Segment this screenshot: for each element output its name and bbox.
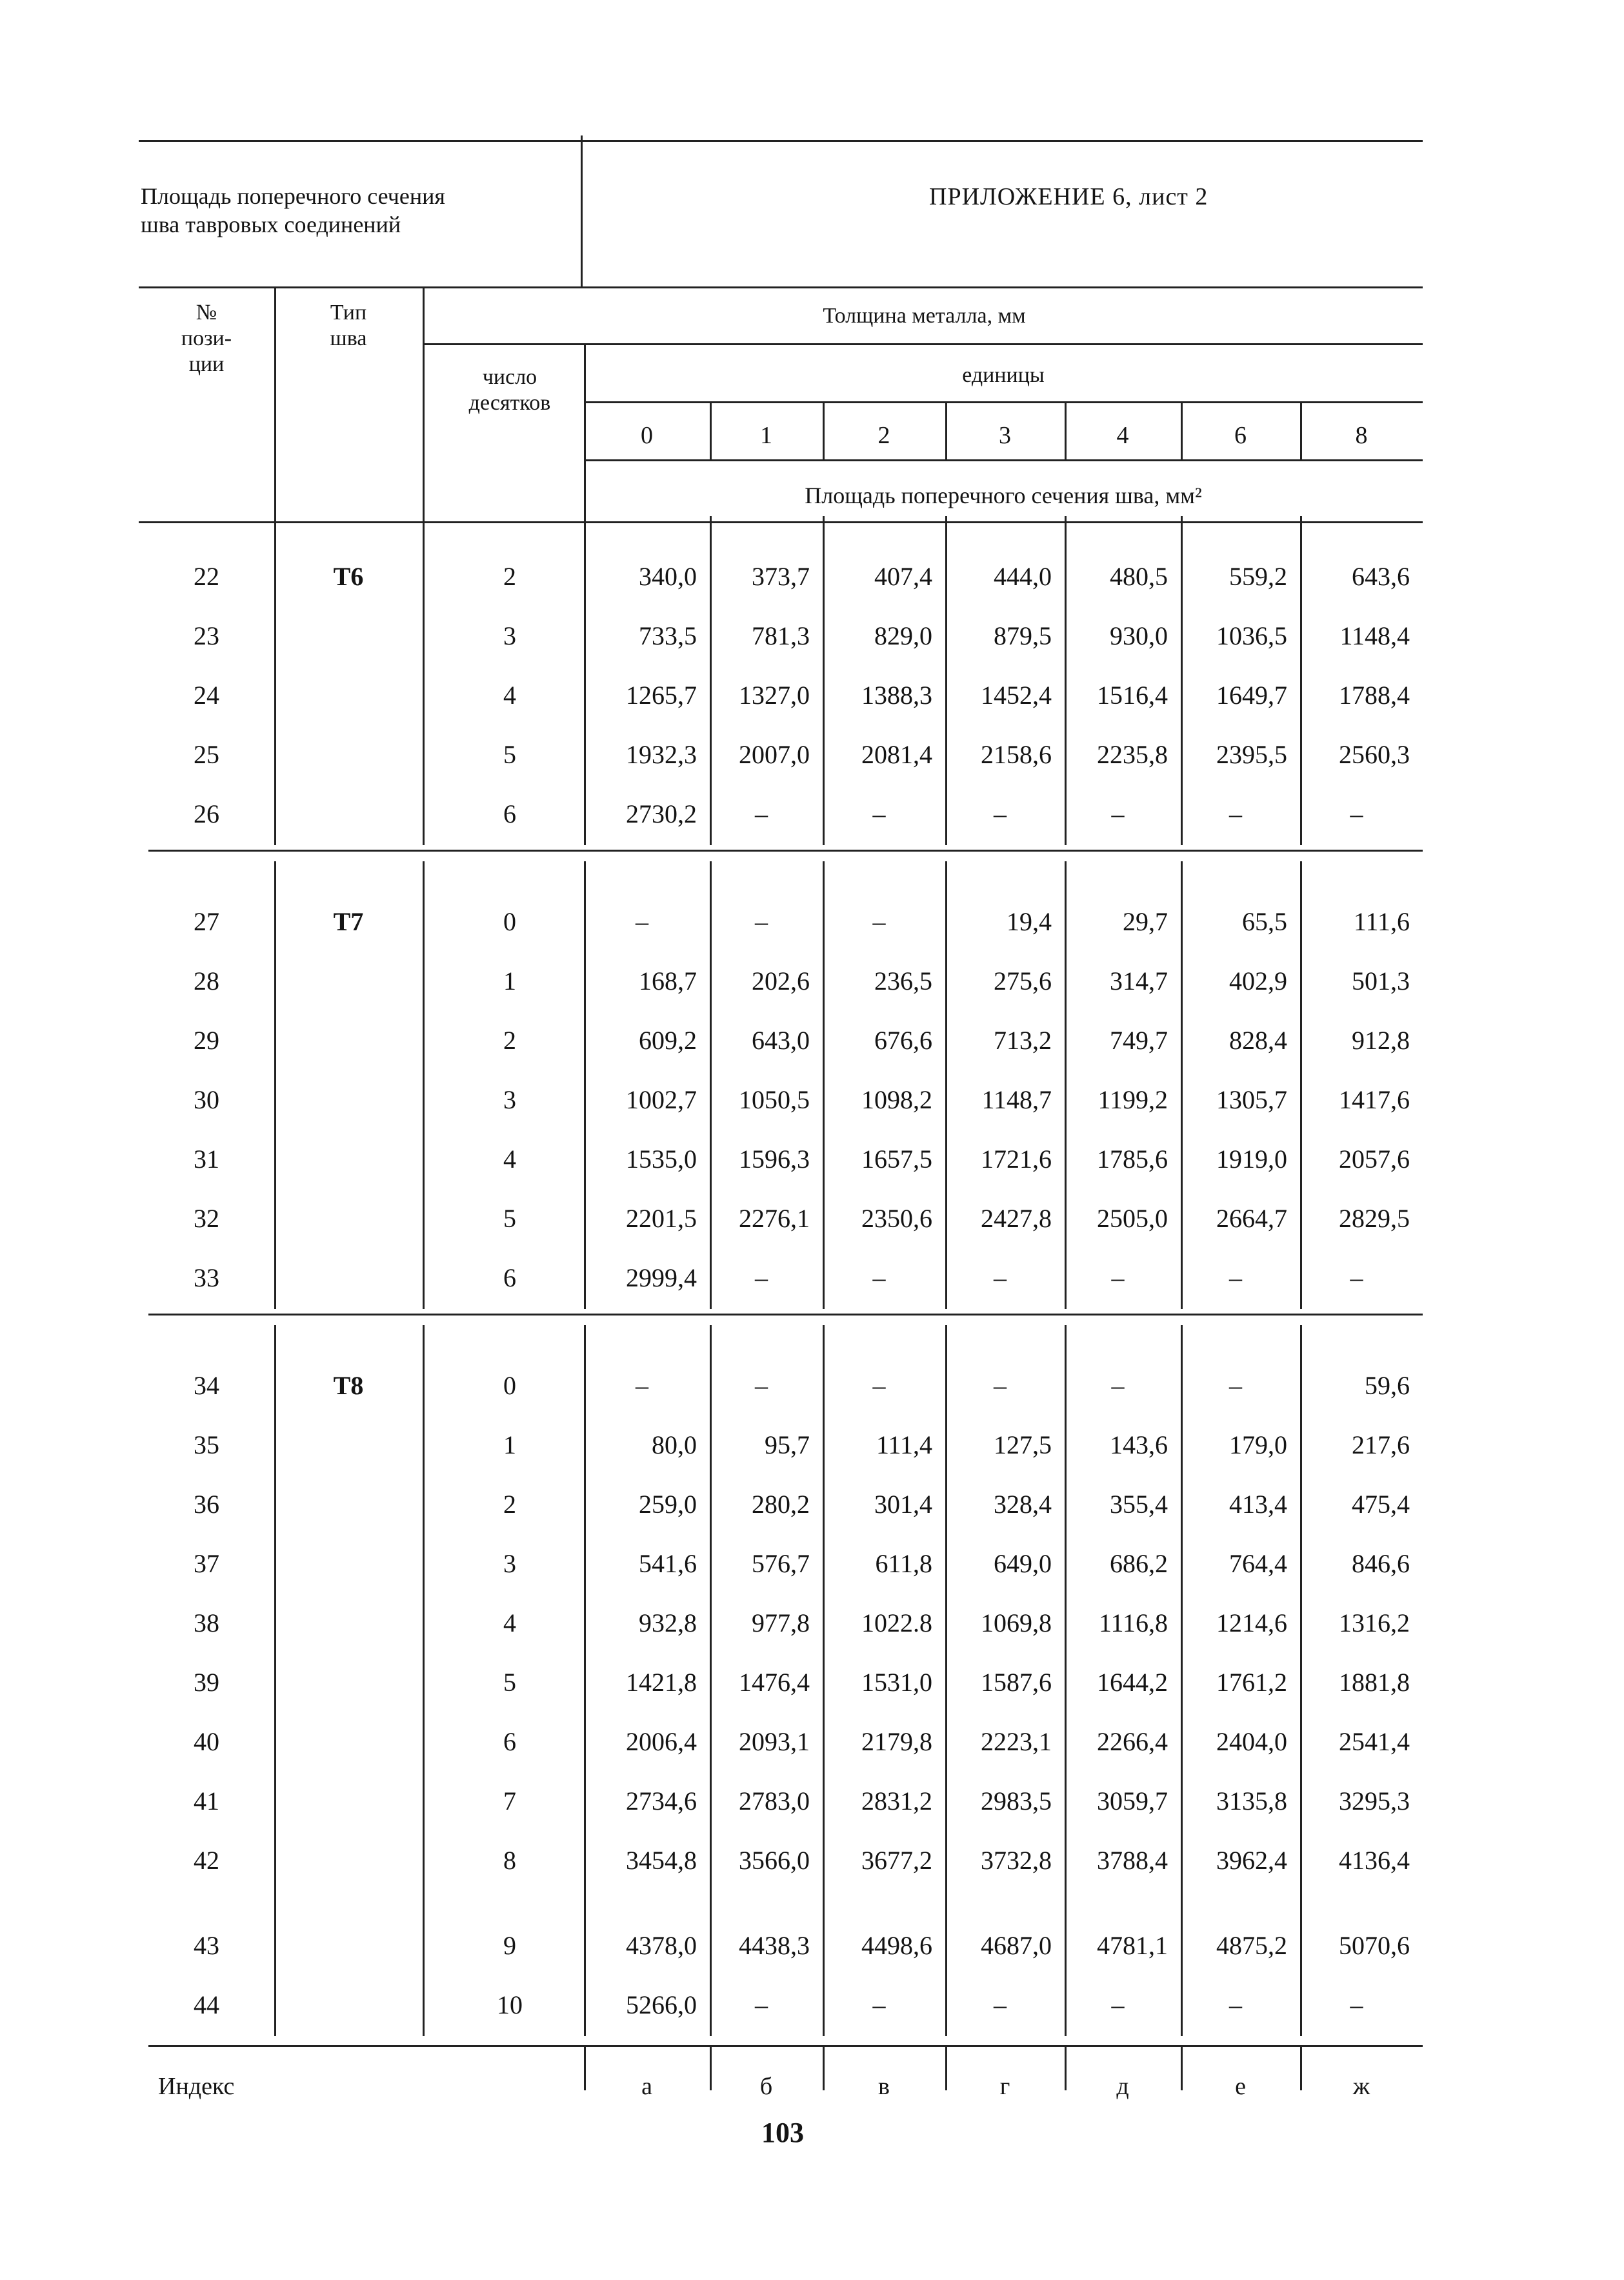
area-cell: 3135,8 bbox=[1216, 1786, 1287, 1815]
area-cell: 1050,5 bbox=[739, 1085, 810, 1114]
divider-unit-col bbox=[584, 1325, 586, 2036]
area-cell: – bbox=[636, 1371, 648, 1400]
area-cell: 111,6 bbox=[1353, 907, 1410, 936]
area-cell: 749,7 bbox=[1110, 1026, 1168, 1055]
area-cell: 1531,0 bbox=[861, 1668, 932, 1697]
area-cell: 609,2 bbox=[639, 1026, 697, 1055]
area-cell: 1785,6 bbox=[1097, 1145, 1168, 1174]
area-cell: 1098,2 bbox=[861, 1085, 932, 1114]
area-cell: 1721,6 bbox=[981, 1145, 1052, 1174]
area-cell: 559,2 bbox=[1229, 562, 1287, 591]
index-label: Индекс bbox=[158, 2073, 235, 2100]
rule-unit-cols bbox=[584, 459, 1423, 461]
area-cell: 475,4 bbox=[1352, 1490, 1410, 1519]
area-cell: 2831,2 bbox=[861, 1786, 932, 1815]
area-cell: 4498,6 bbox=[861, 1931, 932, 1960]
position-number: 43 bbox=[194, 1931, 219, 1960]
index-letter: а bbox=[641, 2073, 652, 2100]
position-number: 41 bbox=[194, 1786, 219, 1815]
area-cell: – bbox=[872, 1371, 886, 1400]
area-cell: 1881,8 bbox=[1339, 1668, 1410, 1697]
divider-index bbox=[710, 2045, 712, 2090]
header-type-line: шва bbox=[330, 326, 367, 350]
area-cell: 1417,6 bbox=[1339, 1085, 1410, 1114]
divider-index bbox=[823, 2045, 825, 2090]
area-cell: 2505,0 bbox=[1097, 1204, 1168, 1233]
area-cell: 111,4 bbox=[876, 1430, 932, 1459]
area-cell: 1305,7 bbox=[1216, 1085, 1287, 1114]
position-number: 39 bbox=[194, 1668, 219, 1697]
divider-unit-col bbox=[823, 861, 825, 1309]
tens-value: 1 bbox=[503, 966, 516, 995]
divider-type bbox=[423, 1325, 425, 2036]
divider-type bbox=[423, 861, 425, 1309]
position-number: 23 bbox=[194, 621, 219, 650]
area-cell: 4875,2 bbox=[1216, 1931, 1287, 1960]
header-position-line: пози- bbox=[181, 326, 232, 350]
area-cell: 649,0 bbox=[994, 1549, 1052, 1578]
divider-position bbox=[274, 1325, 276, 2036]
area-cell: 733,5 bbox=[639, 621, 697, 650]
area-cell: 611,8 bbox=[875, 1549, 932, 1578]
header-tens-line: десятков bbox=[468, 391, 551, 415]
header-unit-0: 0 bbox=[641, 422, 653, 449]
index-letter: г bbox=[999, 2073, 1010, 2100]
area-cell: 1199,2 bbox=[1098, 1085, 1168, 1114]
position-number: 26 bbox=[194, 799, 219, 828]
position-number: 30 bbox=[194, 1085, 219, 1114]
area-cell: 127,5 bbox=[994, 1430, 1052, 1459]
index-letter: е bbox=[1235, 2073, 1246, 2100]
divider-type bbox=[423, 516, 425, 845]
rule-header-bottom bbox=[139, 521, 1423, 523]
area-cell: 1148,4 bbox=[1339, 621, 1410, 650]
header-tens bbox=[445, 365, 574, 416]
area-cell: 2007,0 bbox=[739, 740, 810, 769]
area-cell: 1644,2 bbox=[1097, 1668, 1168, 1697]
area-cell: 2179,8 bbox=[861, 1727, 932, 1756]
rule-thickness bbox=[423, 343, 1423, 345]
area-cell: 480,5 bbox=[1110, 562, 1168, 591]
area-cell: 280,2 bbox=[752, 1490, 810, 1519]
area-cell: 2730,2 bbox=[626, 799, 697, 828]
area-cell: 1036,5 bbox=[1216, 621, 1287, 650]
header-area: Площадь поперечного сечения шва, мм² bbox=[805, 483, 1202, 508]
header-type bbox=[290, 300, 406, 352]
area-cell: 202,6 bbox=[752, 966, 810, 995]
area-cell: 4136,4 bbox=[1339, 1846, 1410, 1875]
position-number: 40 bbox=[194, 1727, 219, 1756]
divider-tens bbox=[584, 343, 586, 521]
position-number: 25 bbox=[194, 740, 219, 769]
divider-unit-col bbox=[945, 401, 947, 459]
tens-value: 0 bbox=[503, 907, 516, 936]
area-cell: 2158,6 bbox=[981, 740, 1052, 769]
area-cell: 2541,4 bbox=[1339, 1727, 1410, 1756]
area-cell: 676,6 bbox=[874, 1026, 932, 1055]
area-cell: 1327,0 bbox=[739, 681, 810, 710]
rule-footer bbox=[148, 2045, 1423, 2047]
area-cell: – bbox=[872, 907, 886, 936]
divider-unit-col bbox=[584, 516, 586, 845]
tens-value: 3 bbox=[503, 1085, 516, 1114]
tens-value: 10 bbox=[497, 1990, 523, 2019]
area-cell: – bbox=[1350, 799, 1363, 828]
area-cell: 4687,0 bbox=[981, 1931, 1052, 1960]
area-cell: 1919,0 bbox=[1216, 1145, 1287, 1174]
tens-value: 2 bbox=[503, 1490, 516, 1519]
divider-index bbox=[1300, 2045, 1302, 2090]
tens-value: 4 bbox=[503, 1145, 516, 1174]
position-number: 37 bbox=[194, 1549, 219, 1578]
area-cell: 879,5 bbox=[994, 621, 1052, 650]
area-cell: 444,0 bbox=[994, 562, 1052, 591]
divider-index bbox=[1181, 2045, 1183, 2090]
divider-unit-col bbox=[1065, 1325, 1067, 2036]
area-cell: 1761,2 bbox=[1216, 1668, 1287, 1697]
area-cell: – bbox=[755, 1371, 768, 1400]
area-cell: 301,4 bbox=[874, 1490, 932, 1519]
appendix-label: ПРИЛОЖЕНИЕ 6, лист 2 bbox=[929, 183, 1208, 210]
position-number: 29 bbox=[194, 1026, 219, 1055]
header-position bbox=[142, 300, 271, 377]
area-cell: 2829,5 bbox=[1339, 1204, 1410, 1233]
weld-type: Т7 bbox=[333, 907, 364, 936]
area-cell: 1535,0 bbox=[626, 1145, 697, 1174]
header-unit-2: 2 bbox=[877, 422, 890, 449]
header-bottom-rule bbox=[139, 286, 1423, 288]
area-cell: 2276,1 bbox=[739, 1204, 810, 1233]
area-cell: 1316,2 bbox=[1339, 1608, 1410, 1637]
divider-position bbox=[274, 286, 276, 521]
divider-type bbox=[423, 286, 425, 521]
tens-value: 7 bbox=[503, 1786, 516, 1815]
area-cell: 340,0 bbox=[639, 562, 697, 591]
divider-unit-col bbox=[1300, 516, 1302, 845]
divider-unit-col bbox=[1300, 861, 1302, 1309]
divider-unit-col bbox=[1065, 516, 1067, 845]
header-divider bbox=[581, 135, 583, 287]
title-line-1: Площадь поперечного сечения bbox=[141, 183, 445, 209]
area-cell: 3732,8 bbox=[981, 1846, 1052, 1875]
area-cell: 2057,6 bbox=[1339, 1145, 1410, 1174]
area-cell: 643,0 bbox=[752, 1026, 810, 1055]
divider-unit-col bbox=[1065, 401, 1067, 459]
position-number: 27 bbox=[194, 907, 219, 936]
area-cell: – bbox=[636, 907, 648, 936]
divider-unit-col bbox=[945, 516, 947, 845]
area-cell: 168,7 bbox=[639, 966, 697, 995]
area-cell: – bbox=[1229, 1371, 1242, 1400]
area-cell: – bbox=[755, 799, 768, 828]
tens-value: 6 bbox=[503, 799, 516, 828]
area-cell: 2560,3 bbox=[1339, 740, 1410, 769]
area-cell: 3788,4 bbox=[1097, 1846, 1168, 1875]
divider-unit-col bbox=[945, 861, 947, 1309]
area-cell: – bbox=[994, 1371, 1007, 1400]
area-cell: – bbox=[1111, 1371, 1125, 1400]
area-cell: 1388,3 bbox=[861, 681, 932, 710]
position-number: 24 bbox=[194, 681, 219, 710]
area-cell: 259,0 bbox=[639, 1490, 697, 1519]
area-cell: 402,9 bbox=[1229, 966, 1287, 995]
index-letter: б bbox=[759, 2073, 773, 2100]
area-cell: 314,7 bbox=[1110, 966, 1168, 995]
position-number: 28 bbox=[194, 966, 219, 995]
tens-value: 6 bbox=[503, 1263, 516, 1292]
area-cell: 217,6 bbox=[1352, 1430, 1410, 1459]
tens-value: 5 bbox=[503, 740, 516, 769]
area-cell: 2983,5 bbox=[981, 1786, 1052, 1815]
area-cell: – bbox=[1350, 1990, 1363, 2019]
area-cell: 2734,6 bbox=[626, 1786, 697, 1815]
area-cell: 846,6 bbox=[1352, 1549, 1410, 1578]
area-cell: 1116,8 bbox=[1098, 1608, 1168, 1637]
tens-value: 8 bbox=[503, 1846, 516, 1875]
divider-unit-col bbox=[710, 861, 712, 1309]
area-cell: 4378,0 bbox=[626, 1931, 697, 1960]
area-cell: 930,0 bbox=[1110, 621, 1168, 650]
area-cell: – bbox=[994, 799, 1007, 828]
position-number: 38 bbox=[194, 1608, 219, 1637]
area-cell: – bbox=[1350, 1263, 1363, 1292]
area-cell: 407,4 bbox=[874, 562, 932, 591]
header-unit-4: 4 bbox=[1116, 422, 1129, 449]
tens-value: 3 bbox=[503, 621, 516, 650]
area-cell: 2404,0 bbox=[1216, 1727, 1287, 1756]
area-cell: 3454,8 bbox=[626, 1846, 697, 1875]
tens-value: 5 bbox=[503, 1204, 516, 1233]
divider-unit-col bbox=[1065, 861, 1067, 1309]
area-cell: 1932,3 bbox=[626, 740, 697, 769]
area-cell: 143,6 bbox=[1110, 1430, 1168, 1459]
area-cell: 541,6 bbox=[639, 1549, 697, 1578]
tens-value: 2 bbox=[503, 1026, 516, 1055]
area-cell: – bbox=[872, 799, 886, 828]
area-cell: 2006,4 bbox=[626, 1727, 697, 1756]
document-title bbox=[141, 182, 566, 239]
area-cell: 80,0 bbox=[652, 1430, 697, 1459]
area-cell: 1022.8 bbox=[861, 1608, 932, 1637]
tens-value: 1 bbox=[503, 1430, 516, 1459]
divider-index bbox=[584, 2045, 586, 2090]
area-cell: 59,6 bbox=[1365, 1371, 1410, 1400]
header-unit-8: 8 bbox=[1355, 422, 1368, 449]
area-cell: 19,4 bbox=[1007, 907, 1052, 936]
area-cell: 3566,0 bbox=[739, 1846, 810, 1875]
area-cell: 829,0 bbox=[874, 621, 932, 650]
title-line-2: шва тавровых соединений bbox=[141, 212, 401, 237]
area-cell: 413,4 bbox=[1229, 1490, 1287, 1519]
area-cell: 2427,8 bbox=[981, 1204, 1052, 1233]
position-number: 35 bbox=[194, 1430, 219, 1459]
area-cell: 1516,4 bbox=[1097, 681, 1168, 710]
area-cell: 2350,6 bbox=[861, 1204, 932, 1233]
position-number: 44 bbox=[194, 1990, 219, 2019]
group-separator bbox=[148, 1314, 1423, 1315]
area-cell: 2093,1 bbox=[739, 1727, 810, 1756]
weld-type: Т6 bbox=[333, 562, 364, 591]
area-cell: 2395,5 bbox=[1216, 740, 1287, 769]
header-unit-3: 3 bbox=[999, 422, 1011, 449]
index-letter: в bbox=[878, 2073, 890, 2100]
divider-unit-col bbox=[945, 1325, 947, 2036]
divider-unit-col bbox=[1300, 401, 1302, 459]
header-unit-6: 6 bbox=[1234, 422, 1247, 449]
area-cell: 1596,3 bbox=[739, 1145, 810, 1174]
area-cell: 1002,7 bbox=[626, 1085, 697, 1114]
area-cell: – bbox=[872, 1990, 886, 2019]
area-cell: 764,4 bbox=[1229, 1549, 1287, 1578]
header-thickness: Толщина металла, мм bbox=[823, 304, 1026, 328]
tens-value: 6 bbox=[503, 1727, 516, 1756]
area-cell: – bbox=[1229, 799, 1242, 828]
area-cell: 1069,8 bbox=[981, 1608, 1052, 1637]
area-cell: 328,4 bbox=[994, 1490, 1052, 1519]
weld-type: Т8 bbox=[333, 1371, 364, 1400]
area-cell: 977,8 bbox=[752, 1608, 810, 1637]
tens-value: 3 bbox=[503, 1549, 516, 1578]
divider-unit-col bbox=[823, 401, 825, 459]
area-cell: 1476,4 bbox=[739, 1668, 810, 1697]
area-cell: 3677,2 bbox=[861, 1846, 932, 1875]
divider-unit-col bbox=[823, 1325, 825, 2036]
area-cell: 1452,4 bbox=[981, 681, 1052, 710]
tens-value: 4 bbox=[503, 1608, 516, 1637]
area-cell: 29,7 bbox=[1123, 907, 1168, 936]
divider-unit-col bbox=[710, 401, 712, 459]
area-cell: 828,4 bbox=[1229, 1026, 1287, 1055]
area-cell: 5266,0 bbox=[626, 1990, 697, 2019]
area-cell: 1788,4 bbox=[1339, 681, 1410, 710]
area-cell: 713,2 bbox=[994, 1026, 1052, 1055]
divider-unit-col bbox=[1300, 1325, 1302, 2036]
area-cell: 912,8 bbox=[1352, 1026, 1410, 1055]
area-cell: 2235,8 bbox=[1097, 740, 1168, 769]
area-cell: 373,7 bbox=[752, 562, 810, 591]
tens-value: 2 bbox=[503, 562, 516, 591]
area-cell: 781,3 bbox=[752, 621, 810, 650]
area-cell: 501,3 bbox=[1352, 966, 1410, 995]
area-cell: – bbox=[755, 1990, 768, 2019]
area-cell: 1214,6 bbox=[1216, 1608, 1287, 1637]
tens-value: 4 bbox=[503, 681, 516, 710]
divider-unit-col bbox=[1181, 1325, 1183, 2036]
area-cell: 65,5 bbox=[1242, 907, 1287, 936]
tens-value: 0 bbox=[503, 1371, 516, 1400]
divider-unit-col bbox=[1181, 861, 1183, 1309]
header-type-line: Тип bbox=[330, 301, 367, 325]
area-cell: 4438,3 bbox=[739, 1931, 810, 1960]
area-cell: 2201,5 bbox=[626, 1204, 697, 1233]
divider-unit-col bbox=[710, 516, 712, 845]
header-unit-1: 1 bbox=[760, 422, 772, 449]
area-cell: – bbox=[872, 1263, 886, 1292]
area-cell: 355,4 bbox=[1110, 1490, 1168, 1519]
area-cell: 95,7 bbox=[765, 1430, 810, 1459]
divider-position bbox=[274, 861, 276, 1309]
area-cell: 2783,0 bbox=[739, 1786, 810, 1815]
area-cell: 1421,8 bbox=[626, 1668, 697, 1697]
area-cell: 932,8 bbox=[639, 1608, 697, 1637]
area-cell: – bbox=[1229, 1263, 1242, 1292]
area-cell: – bbox=[994, 1263, 1007, 1292]
area-cell: – bbox=[1111, 799, 1125, 828]
index-letter: д bbox=[1116, 2073, 1129, 2100]
area-cell: 643,6 bbox=[1352, 562, 1410, 591]
divider-position bbox=[274, 516, 276, 845]
area-cell: 2664,7 bbox=[1216, 1204, 1287, 1233]
area-cell: – bbox=[755, 907, 768, 936]
area-cell: 275,6 bbox=[994, 966, 1052, 995]
area-cell: – bbox=[1229, 1990, 1242, 2019]
area-cell: 179,0 bbox=[1229, 1430, 1287, 1459]
page-number: 103 bbox=[761, 2117, 804, 2148]
divider-unit-col bbox=[823, 516, 825, 845]
divider-unit-col bbox=[1181, 516, 1183, 845]
header-tens-line: число bbox=[482, 365, 537, 389]
header-top-rule bbox=[139, 140, 1423, 142]
position-number: 32 bbox=[194, 1204, 219, 1233]
area-cell: – bbox=[1111, 1990, 1125, 2019]
position-number: 33 bbox=[194, 1263, 219, 1292]
divider-unit-col bbox=[710, 1325, 712, 2036]
area-cell: 1587,6 bbox=[981, 1668, 1052, 1697]
position-number: 42 bbox=[194, 1846, 219, 1875]
divider-index bbox=[945, 2045, 947, 2090]
area-cell: 1265,7 bbox=[626, 681, 697, 710]
area-cell: 1649,7 bbox=[1216, 681, 1287, 710]
area-cell: 1148,7 bbox=[981, 1085, 1052, 1114]
area-cell: 4781,1 bbox=[1097, 1931, 1168, 1960]
area-cell: – bbox=[755, 1263, 768, 1292]
area-cell: 1657,5 bbox=[861, 1145, 932, 1174]
header-position-line: № bbox=[195, 301, 217, 325]
position-number: 22 bbox=[194, 562, 219, 591]
area-cell: – bbox=[994, 1990, 1007, 2019]
area-cell: 5070,6 bbox=[1339, 1931, 1410, 1960]
area-cell: 2223,1 bbox=[981, 1727, 1052, 1756]
area-cell: – bbox=[1111, 1263, 1125, 1292]
area-cell: 236,5 bbox=[874, 966, 932, 995]
tens-value: 5 bbox=[503, 1668, 516, 1697]
area-cell: 3059,7 bbox=[1097, 1786, 1168, 1815]
index-letter: ж bbox=[1352, 2073, 1370, 2100]
divider-unit-col bbox=[584, 861, 586, 1309]
area-cell: 2999,4 bbox=[626, 1263, 697, 1292]
divider-unit-col bbox=[1181, 401, 1183, 459]
position-number: 36 bbox=[194, 1490, 219, 1519]
tens-value: 9 bbox=[503, 1931, 516, 1960]
area-cell: 686,2 bbox=[1110, 1549, 1168, 1578]
group-separator bbox=[148, 850, 1423, 852]
position-number: 34 bbox=[194, 1371, 219, 1400]
area-cell: 3962,4 bbox=[1216, 1846, 1287, 1875]
header-units: единицы bbox=[962, 363, 1045, 387]
header-position-line: ции bbox=[188, 352, 225, 376]
area-cell: 2081,4 bbox=[861, 740, 932, 769]
position-number: 31 bbox=[194, 1145, 219, 1174]
area-cell: 576,7 bbox=[752, 1549, 810, 1578]
divider-index bbox=[1065, 2045, 1067, 2090]
area-cell: 2266,4 bbox=[1097, 1727, 1168, 1756]
area-cell: 3295,3 bbox=[1339, 1786, 1410, 1815]
